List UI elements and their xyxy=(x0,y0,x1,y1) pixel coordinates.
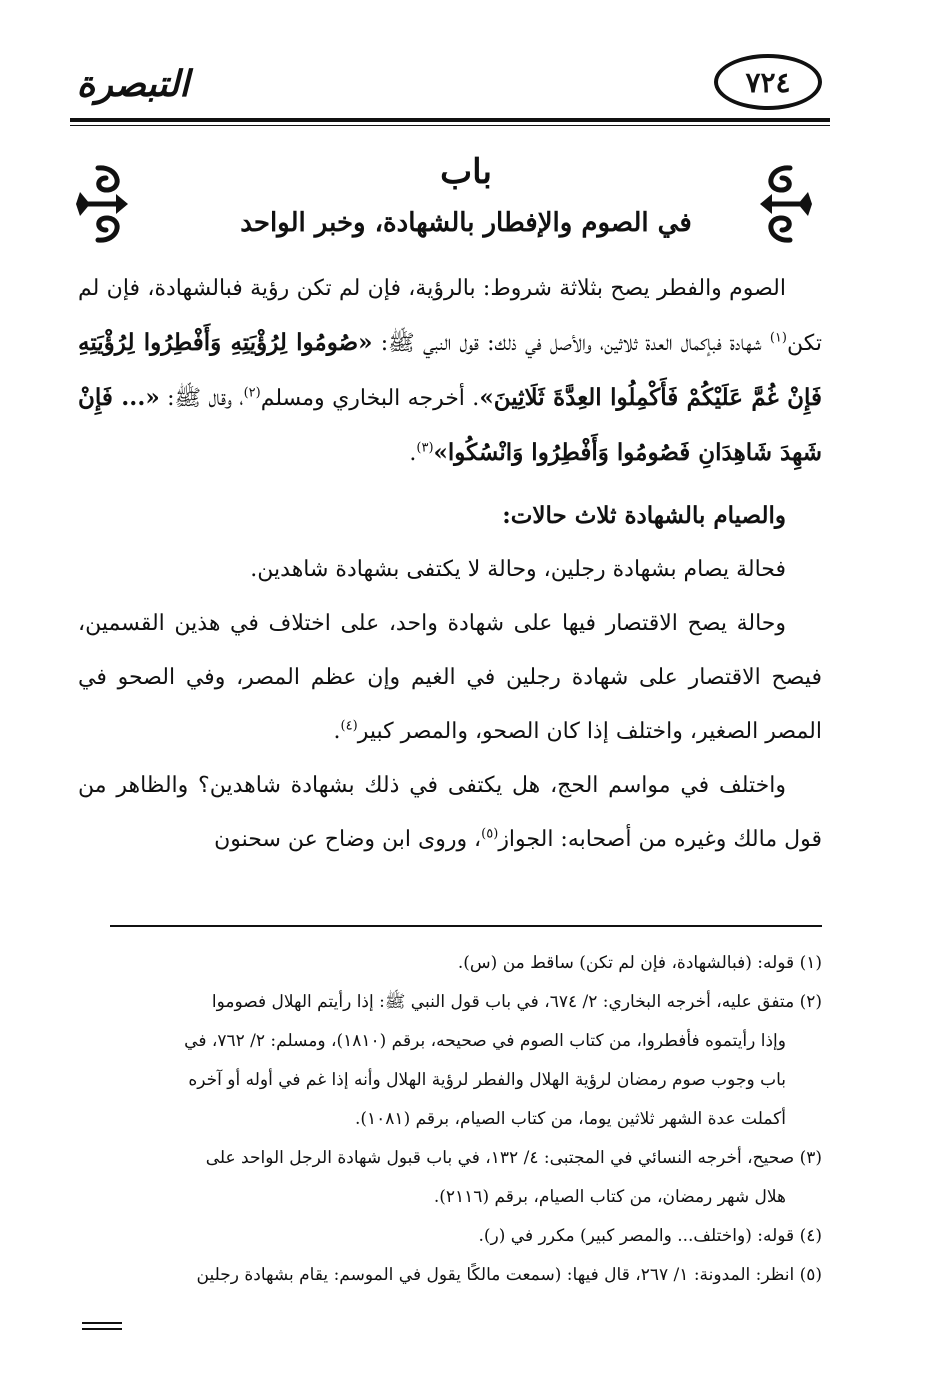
footnote-5: (٥) انظر: المدونة: ١/ ٢٦٧، قال فيها: (سمعت مالكًا يقول في الموسم: يقام بشهادة رجلين xyxy=(196,1265,822,1285)
page-header xyxy=(70,52,830,124)
footnote-separator xyxy=(110,925,822,927)
para1-text-a: الصوم والفطر يصح بثلاثة شروط: بالرؤية، فإن لم تكن رؤية فبالشهادة، فإن لم تكن xyxy=(78,276,822,356)
footnote-3-line-2: هلال شهر رمضان، من كتاب الصيام، برقم (٢١١٦). xyxy=(433,1187,786,1207)
book-title: التبصرة xyxy=(76,63,190,105)
para3-text-a: وحالة يصح الاقتصار فيها على شهادة واحد، على اختلاف في هذين القسمين، فيصح الاقتصار على شهادة رجلين في الغيم وإن عظم المصر، وفي الصحو في المصر الصغير، واختلف إذا كان الصحو، والمصر كبير xyxy=(78,611,822,744)
para1-text-b: شهادة فبإكمال العدة ثلاثين، والأصل في ذلك: قول النبي ﷺ: xyxy=(372,331,770,356)
header-rule-thick xyxy=(70,118,830,122)
footnote-4: (٤) قوله: (واختلف... والمصر كبير) مكرر في (ر). xyxy=(478,1226,822,1246)
footnote-2-line-4: أكملت عدة الشهر ثلاثين يوما، من كتاب الصيام، برقم (١٠٨١). xyxy=(354,1109,786,1129)
footnote-ref-5: (٥) xyxy=(481,826,499,842)
footnote-2-line-2: وإذا رأيتموه فأفطروا، من كتاب الصوم في صحيحه، برقم (١٨١٠)، ومسلم: ٢/ ٧٦٢، في xyxy=(184,1031,786,1051)
footnote-ref-2: (٢) xyxy=(243,385,261,401)
paragraph-4 xyxy=(78,759,822,867)
para4-text-a: واختلف في مواسم الحج، هل يكتفى في ذلك بشهادة شاهدين؟ والظاهر من قول مالك وغيره من أصحابه: الجواز xyxy=(78,773,822,852)
page-number: ٧٢٤ xyxy=(714,54,822,110)
para4-text-b: ، وروى ابن وضاح عن سحنون xyxy=(214,827,482,852)
footnote-2-line-1: (٢) متفق عليه، أخرجه البخاري: ٢/ ٦٧٤، في باب قول النبي ﷺ: إذا رأيتم الهلال فصوموا xyxy=(211,992,822,1012)
para1-text-d: ، وقال ﷺ: xyxy=(159,386,244,411)
footnotes xyxy=(80,944,822,1295)
para1-text-e: . xyxy=(409,441,417,466)
header-rule-thin xyxy=(70,125,830,126)
para1-text-c: . أخرجه البخاري ومسلم xyxy=(260,386,480,411)
continuation-mark xyxy=(82,1318,122,1330)
chapter-heading: باب xyxy=(440,152,492,192)
paragraph-2: فحالة يصام بشهادة رجلين، وحالة لا يكتفى بشهادة شاهدين. xyxy=(250,557,786,582)
subheading: والصيام بالشهادة ثلاث حالات: xyxy=(502,502,786,529)
footnote-2-line-3: باب وجوب صوم رمضان لرؤية الهلال والفطر لرؤية الهلال وأنه إذا غم في أوله أو آخره xyxy=(188,1070,786,1090)
main-text xyxy=(78,262,822,867)
paragraph-3 xyxy=(78,597,822,759)
footnote-ref-1: (١) xyxy=(769,330,787,346)
paragraph-1 xyxy=(78,262,822,481)
hadith-quote-1: «صُومُوا لِرُؤْيَتِهِ وَأَفْطِرُوا لِرُؤْيَتِهِ فَإِنْ غُمَّ عَلَيْكُمْ فَأَكْمِلُوا العِدَّةَ ثَلَاثِينَ» xyxy=(78,329,822,411)
hadith-quote-2: «... فَإِنْ شَهِدَ شَاهِدَانِ فَصُومُوا وَأَفْطِرُوا وَانْسُكُوا» xyxy=(78,384,822,466)
chapter-title: في الصوم والإفطار بالشهادة، وخبر الواحد xyxy=(240,208,692,238)
footnote-3-line-1: (٣) صحيح، أخرجه النسائي في المجتبى: ٤/ ١٣٢، في باب قبول شهادة الرجل الواحد على xyxy=(205,1148,822,1168)
footnote-ref-3: (٣) xyxy=(416,440,434,456)
footnote-ref-4: (٤) xyxy=(340,718,358,734)
footnote-1: (١) قوله: (فبالشهادة، فإن لم تكن) ساقط من (س). xyxy=(457,953,822,973)
para3-text-b: . xyxy=(333,719,341,744)
